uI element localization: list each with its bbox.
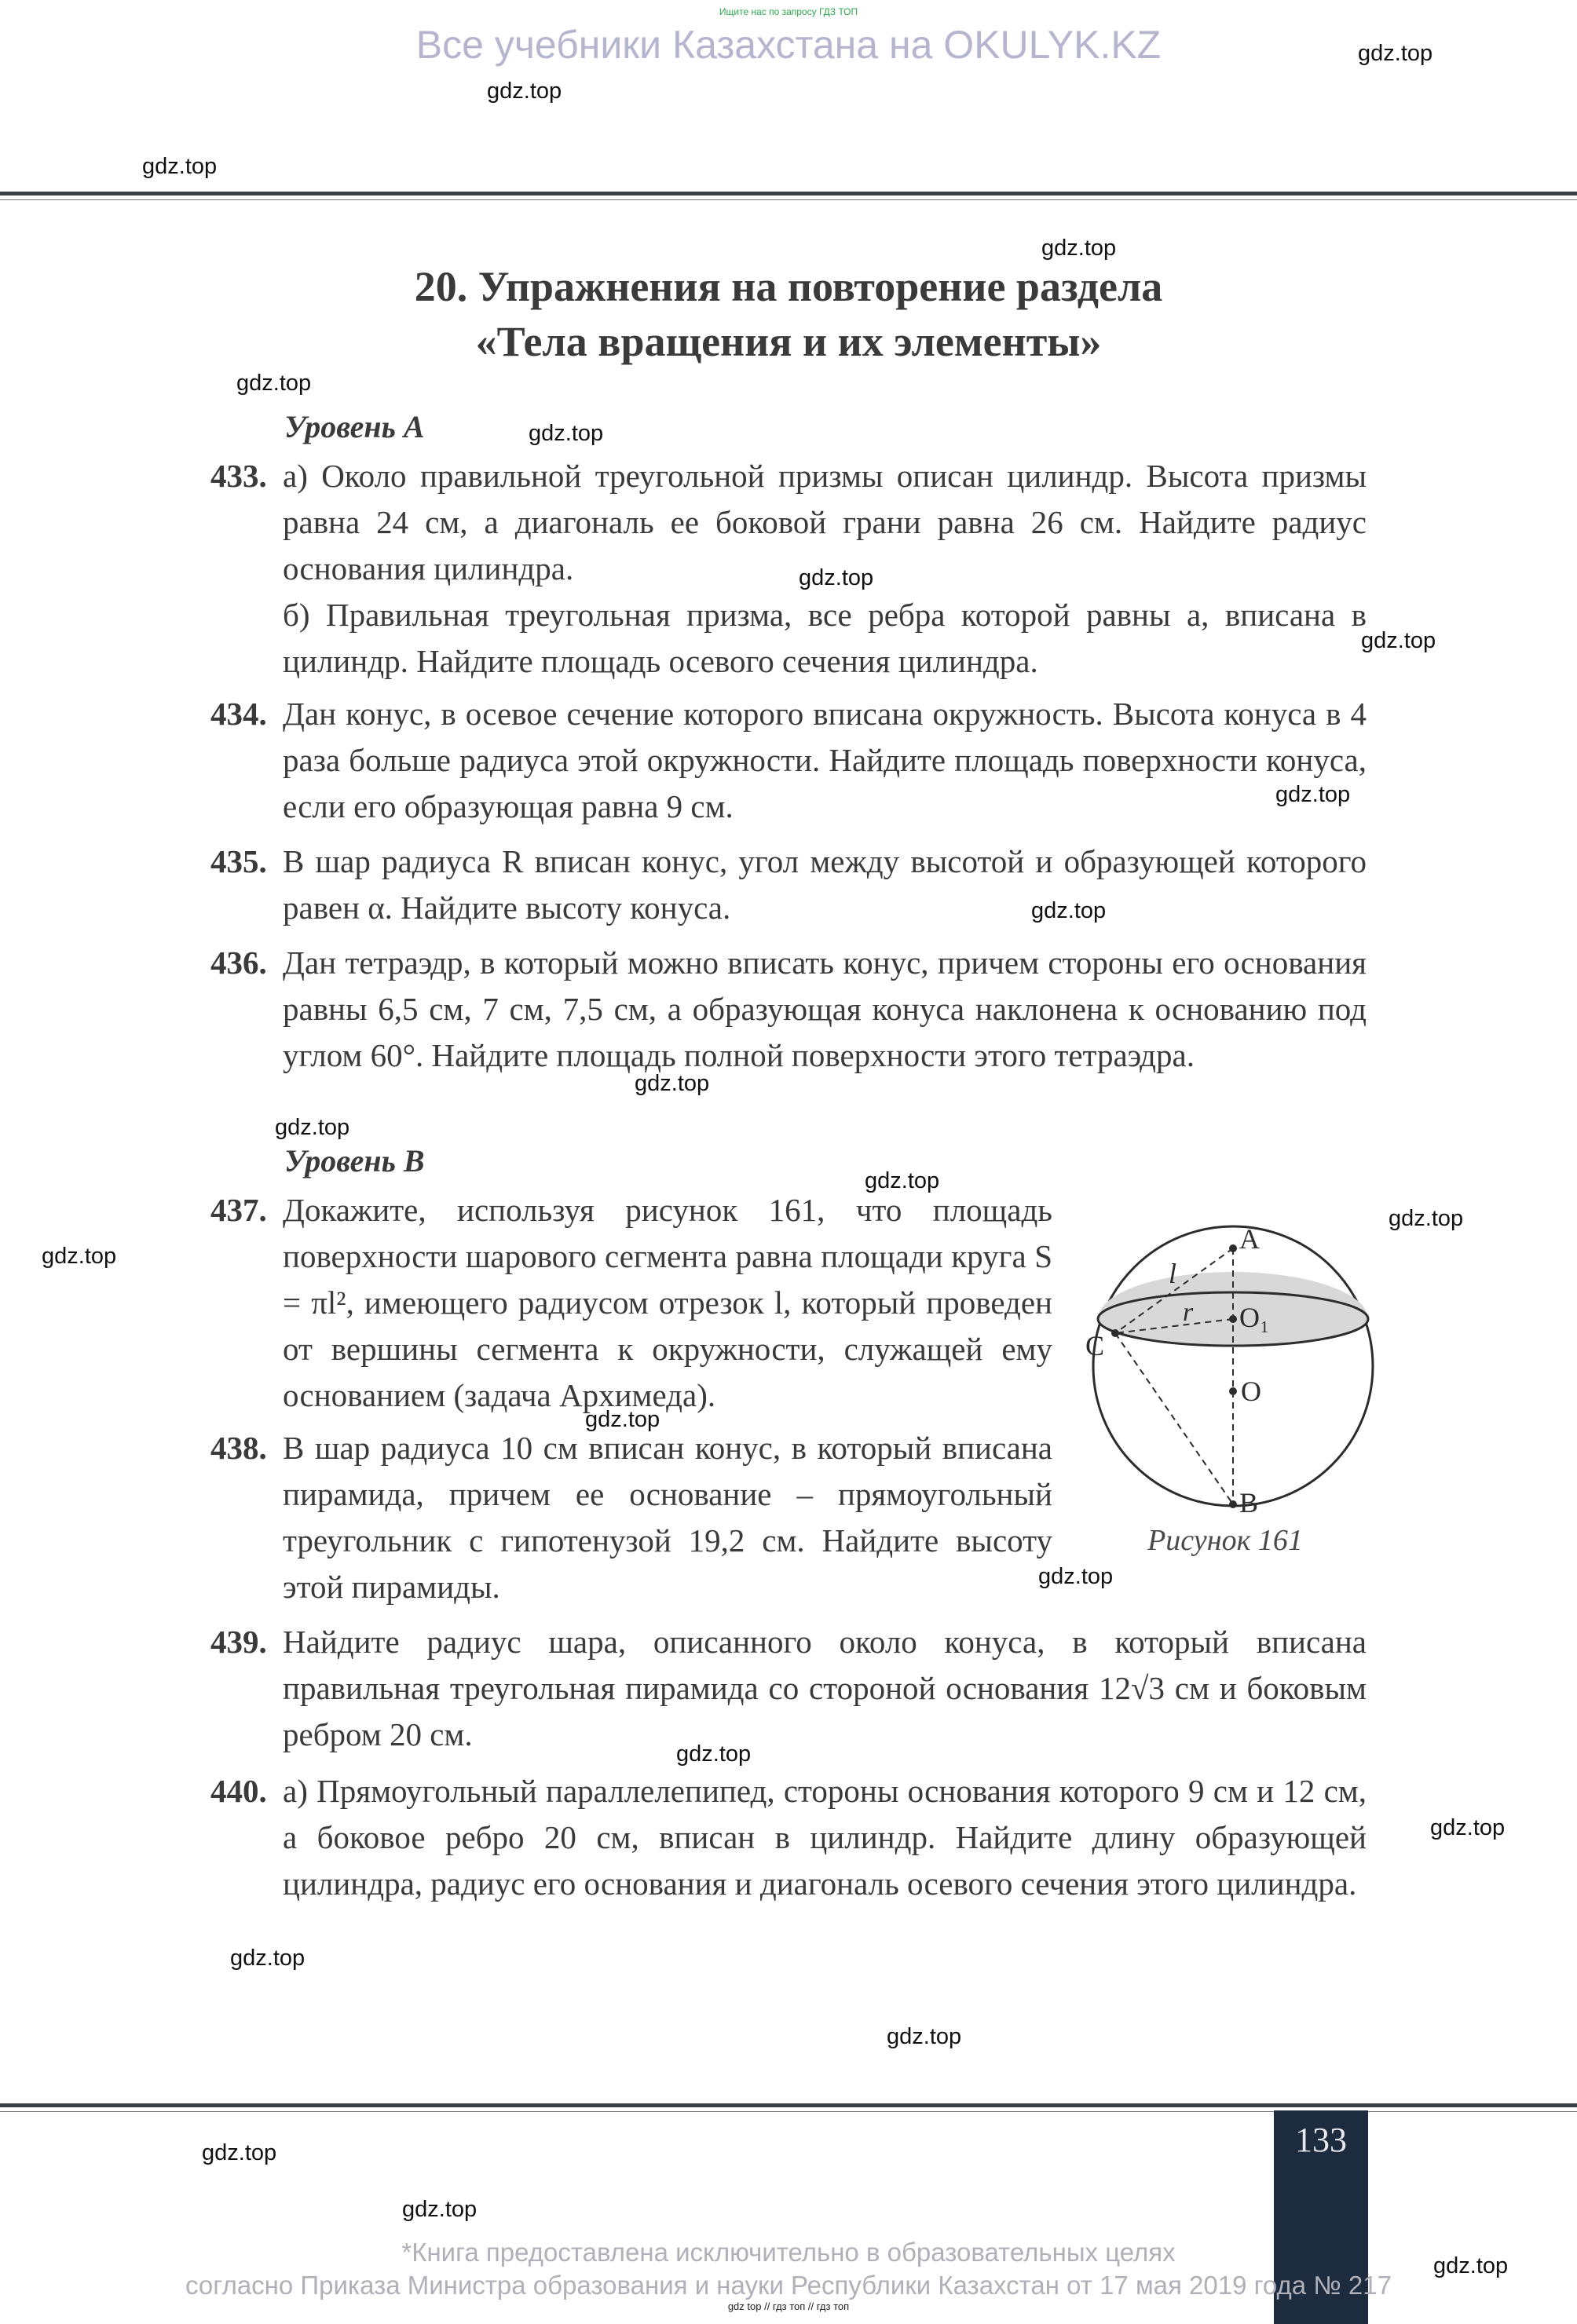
watermark: gdz.top — [42, 1244, 117, 1269]
watermark: gdz.top — [529, 421, 604, 446]
site-banner[interactable]: Все учебники Казахстана на OKULYK.KZ — [415, 23, 1162, 67]
problem-436 — [210, 940, 1367, 1079]
problem-number: 435. — [210, 843, 267, 879]
point-o — [1229, 1387, 1237, 1395]
watermark: gdz.top — [236, 371, 312, 396]
watermark: gdz.top — [1361, 628, 1436, 653]
footer-disclaimer — [0, 2236, 1577, 2302]
problem-text: б) Правильная треугольная призма, все ребра которой равны a, вписана в цилиндр. Найдите площадь осевого сечения цилиндра. — [283, 597, 1367, 679]
label-o: O — [1241, 1376, 1261, 1407]
problem-number: 436. — [210, 945, 267, 981]
problem-438 — [210, 1425, 1052, 1610]
level-b-heading: Уровень В — [284, 1143, 425, 1178]
problem-number: 437. — [210, 1192, 267, 1228]
watermark: gdz.top — [1031, 898, 1107, 923]
watermark: gdz.top — [402, 2197, 477, 2222]
sphere-outline — [1093, 1226, 1373, 1506]
watermark: gdz.top — [799, 565, 874, 590]
problem-number: 433. — [210, 458, 267, 494]
problem-433b — [283, 592, 1367, 685]
watermark: gdz.top — [1038, 1564, 1114, 1589]
point-c — [1111, 1329, 1119, 1337]
watermark: gdz.top — [1041, 236, 1117, 261]
watermark: gdz.top — [635, 1071, 710, 1096]
footer-line1: *Книга предоставлена исключительно в образовательных целях — [401, 2238, 1176, 2267]
problem-text: а) Прямоугольный параллелепипед, стороны основания которого 9 см и 12 см, а боковое ребро 20 см, вписан в цилиндр. Найдите длину образующей цилиндра, радиус его основания и диагональ осевого сечения этого цилиндра. — [283, 1773, 1367, 1902]
problem-text: Найдите радиус шара, описанного около конуса, в который вписана правильная треугольная пирамида со стороной основания 12√3 см и боковым ребром 20 см. — [283, 1624, 1367, 1752]
watermark: gdz.top — [1275, 782, 1351, 807]
problem-435 — [210, 839, 1367, 931]
figure-161-sphere — [1084, 1217, 1382, 1515]
label-r: r — [1183, 1298, 1194, 1327]
segment-cb — [1115, 1333, 1233, 1504]
label-a: A — [1239, 1223, 1260, 1255]
top-rule — [0, 192, 1577, 195]
problem-number: 438. — [210, 1430, 267, 1466]
point-a — [1229, 1244, 1237, 1252]
footer-line2: согласно Приказа Министра образования и науки Республики Казахстан от 17 мая 2019 года № 217 — [185, 2271, 1392, 2300]
point-o1 — [1229, 1315, 1237, 1323]
watermark: gdz.top — [230, 1946, 306, 1971]
watermark: gdz.top — [865, 1168, 940, 1193]
watermark: gdz.top — [202, 2140, 277, 2165]
problem-text: Докажите, используя рисунок 161, что площадь поверхности шарового сегмента равна площади круга S = πl², имеющего радиусом отрезок l, который проведен от вершины сегмента к окружности, служащей ему основанием (задача Архимеда). — [283, 1192, 1052, 1413]
problem-text: а) Около правильной треугольной призмы описан цилиндр. Высота призмы равна 24 см, а диагональ ее боковой грани равна 26 см. Найдите радиус основания цилиндра. — [283, 458, 1367, 586]
watermark: gdz.top — [275, 1115, 350, 1140]
page-number: 133 — [1295, 2121, 1347, 2159]
level-a-heading: Уровень А — [284, 409, 425, 444]
problem-number: 434. — [210, 696, 267, 732]
label-l: l — [1169, 1258, 1177, 1289]
label-c: C — [1085, 1330, 1105, 1361]
section-title-line1: 20. Упражнения на повторение раздела — [414, 263, 1163, 310]
problem-text: Дан конус, в осевое сечение которого вписана окружность. Высота конуса в 4 раза больше радиуса этой окружности. Найдите площадь поверхности конуса, если его образующая равна 9 см. — [283, 696, 1367, 824]
section-title-line2: «Тела вращения и их элементы» — [475, 318, 1102, 365]
watermark: gdz.top — [487, 79, 562, 104]
figure-caption: Рисунок 161 — [1147, 1524, 1303, 1557]
top-rule-thin — [0, 199, 1577, 200]
problem-text: В шар радиуса R вписан конус, угол между высотой и образующей которого равен α. Найдите высоту конуса. — [283, 843, 1367, 926]
bottom-rule — [0, 2103, 1577, 2107]
problem-440 — [210, 1768, 1367, 1907]
watermark: gdz.top — [676, 1741, 752, 1767]
problem-437 — [210, 1187, 1052, 1419]
problem-434 — [210, 691, 1367, 830]
problem-439 — [210, 1619, 1367, 1758]
label-b: B — [1239, 1487, 1259, 1515]
watermark: gdz.top — [887, 2024, 962, 2049]
problem-text: В шар радиуса 10 см вписан конус, в который вписана пирамида, причем ее основание – прямоугольный треугольник с гипотенузой 19,2 см. Найдите высоту этой пирамиды. — [283, 1430, 1052, 1605]
watermark: gdz.top — [1389, 1206, 1464, 1231]
watermark: gdz.top — [142, 154, 218, 179]
watermark: gdz.top — [1433, 2253, 1509, 2278]
top-note: Ищите нас по запросу ГДЗ ТОП — [719, 6, 858, 17]
footer-small-links[interactable]: gdz top // гдз топ // гдз топ — [727, 2300, 850, 2312]
problem-number: 439. — [210, 1624, 267, 1660]
label-o1: O₁ — [1239, 1302, 1270, 1333]
watermark: gdz.top — [585, 1407, 660, 1432]
watermark: gdz.top — [1430, 1815, 1506, 1840]
problem-number: 440. — [210, 1773, 267, 1809]
problem-text: Дан тетраэдр, в который можно вписать конус, причем стороны его основания равны 6,5 см, 7 см, 7,5 см, а образующая конуса наклонена к основанию под углом 60°. Найдите площадь полной поверхности этого тетраэдра. — [283, 945, 1367, 1073]
watermark: gdz.top — [1358, 41, 1433, 66]
section-title — [236, 259, 1341, 369]
point-b — [1229, 1500, 1237, 1508]
